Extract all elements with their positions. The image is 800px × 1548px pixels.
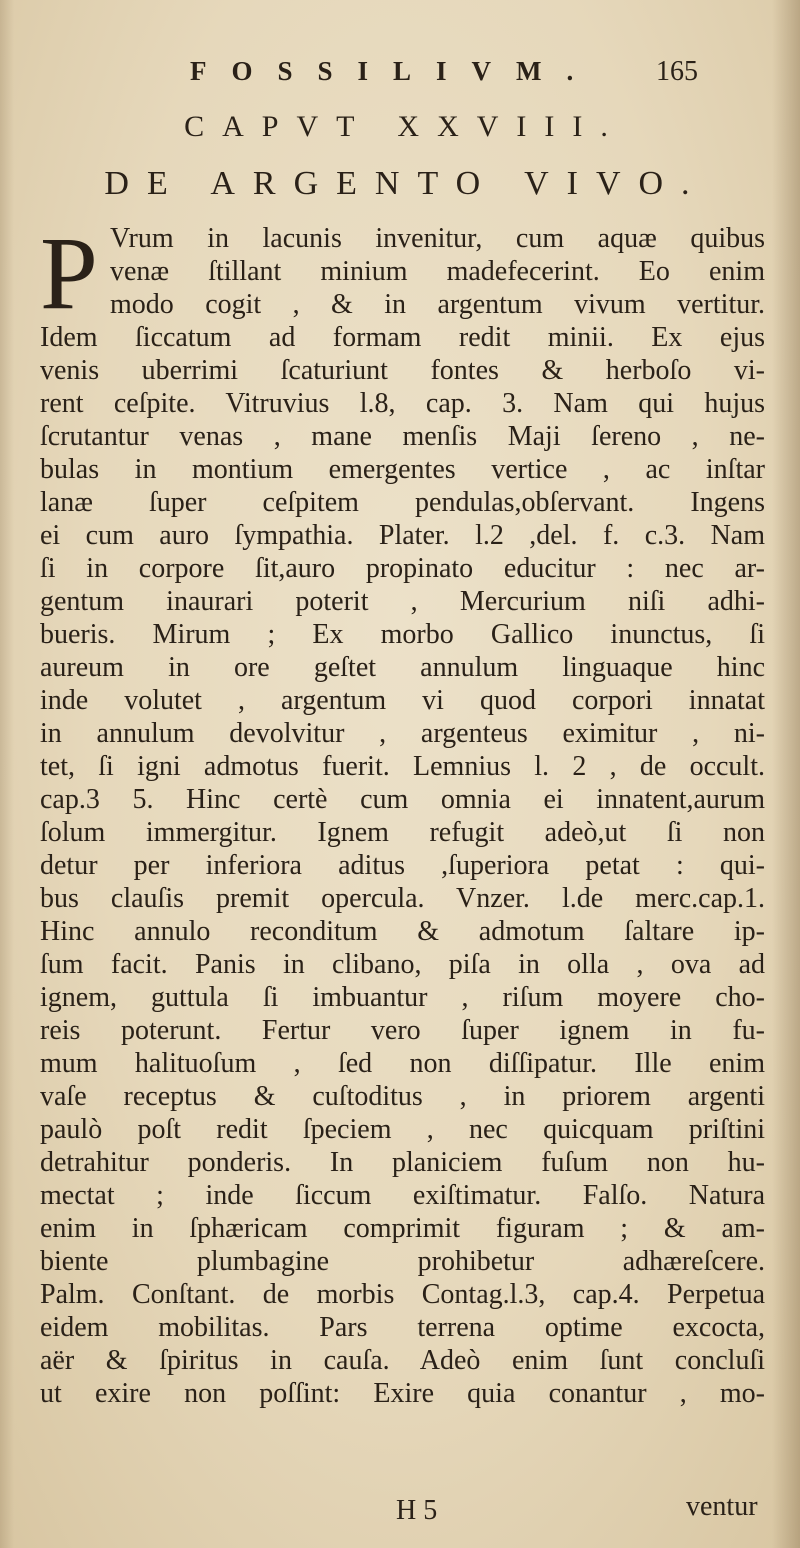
text-line: biente plumbagine prohibetur adhæreſcere. bbox=[40, 1246, 765, 1277]
text-line: reis poterunt. Fertur vero ſuper ignem in fu- bbox=[40, 1015, 765, 1046]
page-number: 165 bbox=[656, 56, 698, 87]
text-line: lanæ ſuper ceſpitem pendulas,obſervant. Ingens bbox=[40, 487, 765, 518]
text-line: detur per inferiora aditus ,ſuperiora petat : qui- bbox=[40, 850, 765, 881]
text-line: bueris. Mirum ; Ex morbo Gallico inunctus, ſi bbox=[40, 619, 765, 650]
text-line: venis uberrimi ſcaturiunt fontes & herboſo vi- bbox=[40, 355, 765, 386]
text-line: ſum facit. Panis in clibano, piſa in olla , ova ad bbox=[40, 949, 765, 980]
text-line: venæ ſtillant minium madefecerint. Eo enim bbox=[110, 256, 765, 287]
text-line: Vrum in lacunis invenitur, cum aquæ quibus bbox=[110, 223, 765, 254]
text-line: inde volutet , argentum vi quod corpori innatat bbox=[40, 685, 765, 716]
text-line: eidem mobilitas. Pars terrena optime excocta, bbox=[40, 1312, 765, 1343]
section-title: DE ARGENTO VIVO. bbox=[104, 165, 708, 202]
text-line: mum halituoſum , ſed non diſſipatur. Ille enim bbox=[40, 1048, 765, 1079]
text-line: ſolum immergitur. Ignem refugit adeò,ut ſi non bbox=[40, 817, 765, 848]
running-title: FOSSILIVM. bbox=[190, 56, 599, 86]
chapter-heading: CAPVT XXVIII. bbox=[184, 110, 626, 143]
text-line: ſi in corpore ſit,auro propinato educitur : nec ar- bbox=[40, 553, 765, 584]
text-line: ut exire non poſſint: Exire quia conantur , mo- bbox=[40, 1378, 765, 1409]
text-line: Idem ſiccatum ad formam redit minii. Ex ejus bbox=[40, 322, 765, 353]
catchword: ventur bbox=[686, 1491, 758, 1522]
text-line: Palm. Conſtant. de morbis Contag.l.3, cap.4. Perpetua bbox=[40, 1279, 765, 1310]
text-line: Hinc annulo reconditum & admotum ſaltare ip- bbox=[40, 916, 765, 947]
text-line: paulò poſt redit ſpeciem , nec quicquam priſtini bbox=[40, 1114, 765, 1145]
text-line: bus clauſis premit opercula. Vnzer. l.de merc.cap.1. bbox=[40, 883, 765, 914]
text-line: mectat ; inde ſiccum exiſtimatur. Falſo. Natura bbox=[40, 1180, 765, 1211]
text-line: enim in ſphæricam comprimit figuram ; & am- bbox=[40, 1213, 765, 1244]
page-footer bbox=[0, 1491, 800, 1535]
drop-initial: P bbox=[40, 216, 98, 331]
text-line: ſcrutantur venas , mane menſis Maji ſereno , ne- bbox=[40, 421, 765, 452]
text-line: modo cogit , & in argentum vivum vertitur. bbox=[110, 289, 765, 320]
text-line: aureum in ore geſtet annulum linguaque hinc bbox=[40, 652, 765, 683]
text-line: vaſe receptus & cuſtoditus , in priorem argenti bbox=[40, 1081, 765, 1112]
signature-mark: H 5 bbox=[396, 1495, 438, 1526]
running-head bbox=[0, 52, 800, 92]
text-line: bulas in montium emergentes vertice , ac inſtar bbox=[40, 454, 765, 485]
text-line: rent ceſpite. Vitruvius l.8, cap. 3. Nam qui hujus bbox=[40, 388, 765, 419]
text-line: ei cum auro ſympathia. Plater. l.2 ,del. f. c.3. Nam bbox=[40, 520, 765, 551]
text-line: detrahitur ponderis. In planiciem fuſum non hu- bbox=[40, 1147, 765, 1178]
text-line: ignem, guttula ſi imbuantur , riſum moyere cho- bbox=[40, 982, 765, 1013]
text-line: tet, ſi igni admotus fuerit. Lemnius l. 2 , de occult. bbox=[40, 751, 765, 782]
text-line: cap.3 5. Hinc certè cum omnia ei innatent,aurum bbox=[40, 784, 765, 815]
text-line: in annulum devolvitur , argenteus eximitur , ni- bbox=[40, 718, 765, 749]
text-line: aër & ſpiritus in cauſa. Adeò enim ſunt concluſi bbox=[40, 1345, 765, 1376]
text-line: gentum inaurari poterit , Mercurium niſi adhi- bbox=[40, 586, 765, 617]
